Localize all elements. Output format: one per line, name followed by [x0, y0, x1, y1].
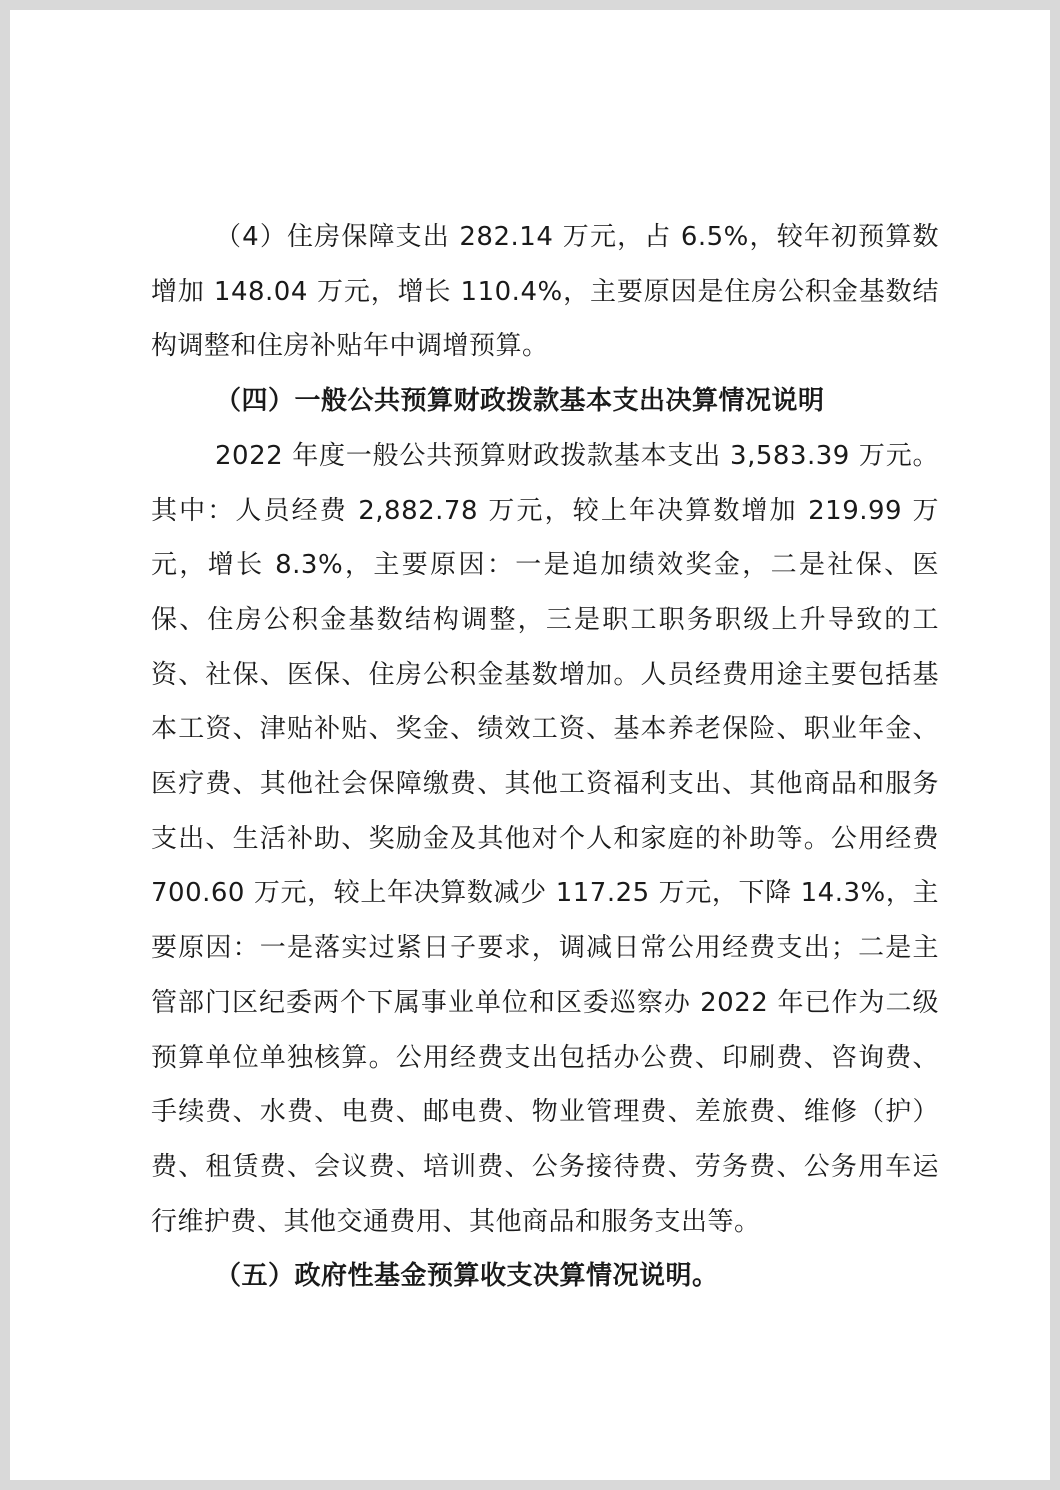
paragraph-housing-expenditure: （4）住房保障支出 282.14 万元，占 6.5%，较年初预算数增加 148.04 万元，增长 110.4%，主要原因是住房公积金基数结构调整和住房补贴年中调增预算。 [151, 222, 939, 362]
document-page [10, 10, 1050, 1480]
section-heading-government-fund: （五）政府性基金预算收支决算情况说明。 [215, 1261, 719, 1292]
paragraph-basic-expenditure-detail: 2022 年度一般公共预算财政拨款基本支出 3,583.39 万元。其中：人员经费 2,882.78 万元，较上年决算数增加 219.99 万元，增长 8.3%，主要原因：一是追加绩效奖金，二是社保、医保、住房公积金基数结构调整，三是职工职务职级上升导致的工资、社保、医保、住房公积金基数增加。人员经费用途主要包括基本工资、津贴补贴、奖金、绩效工资、基本养老保险、职业年金、医疗费、其他社会保障缴费、其他工资福利支出、其他商品和服务支出、生活补助、奖励金及其他对个人和家庭的补助等。公用经费 700.60 万元，较上年决算数减少 117.25 万元，下降 14.3%，主要原因：一是落实过紧日子要求，调减日常公用经费支出；二是主管部门区纪委两个下属事业单位和区委巡察办 2022 年已作为二级预算单位单独核算。公用经费支出包括办公费、印刷费、咨询费、手续费、水费、电费、邮电费、物业管理费、差旅费、维修（护）费、租赁费、会议费、培训费、公务接待费、劳务费、公务用车运行维护费、其他交通费用、其他商品和服务支出等。 [151, 440, 939, 1237]
section-heading-basic-expenditure: （四）一般公共预算财政拨款基本支出决算情况说明 [215, 386, 825, 417]
document-body [151, 210, 939, 1304]
